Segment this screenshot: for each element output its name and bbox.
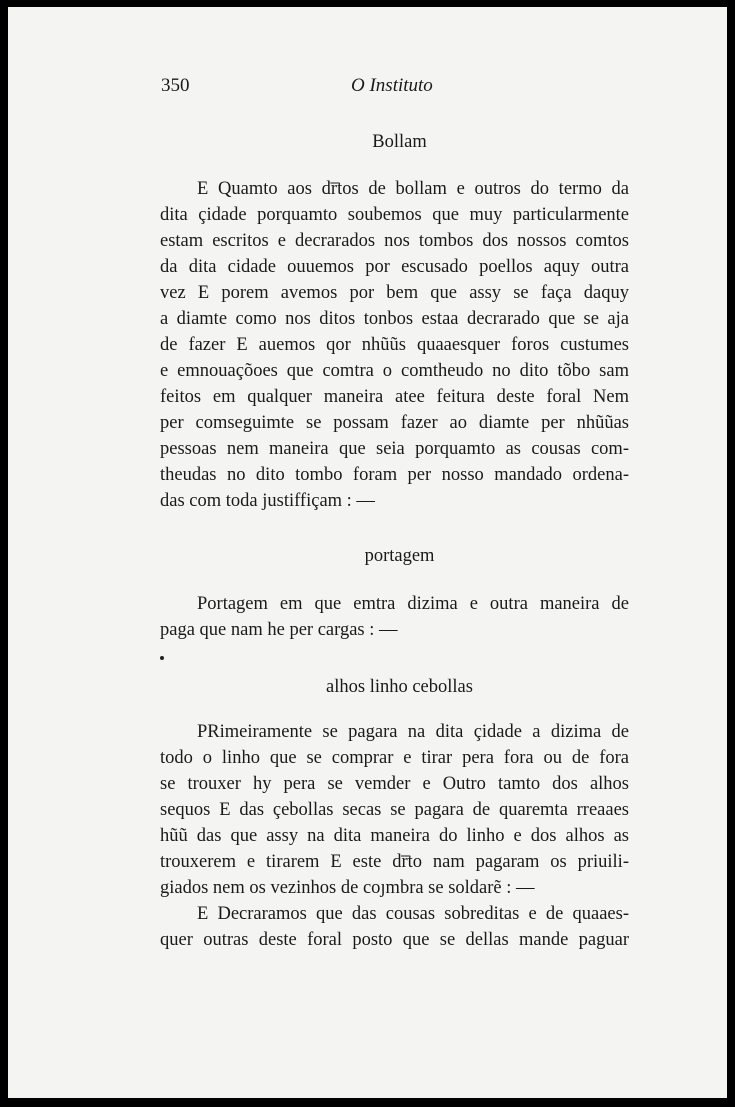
text-line: todo o linho que se comprar e tirar pera fora ou de fora — [160, 748, 629, 768]
text-line: E Quamto aos dr̅tos de bollam e outros do termo da — [197, 179, 629, 199]
text-line: dita çidade porquamto soubemos que muy particularmente — [160, 205, 629, 225]
text-line: feitos em qualquer maneira atee feitura deste foral Nem — [160, 387, 629, 407]
text-line: paga que nam he per cargas : — — [160, 620, 398, 640]
text-line: theudas no dito tombo foram per nosso mandado ordena- — [160, 465, 629, 485]
running-head: O Instituto — [351, 75, 433, 96]
text-line: trouxerem e tirarem E este dr̅to nam pagaram os priuili- — [160, 852, 629, 872]
text-line: quer outras deste foral posto que se dellas mande paguar — [160, 930, 629, 950]
text-line: sequos E das çebollas secas se pagara de quaremta rreaaes — [160, 800, 629, 820]
text-line: se trouxer hy pera se vemder e Outro tamto dos alhos — [160, 774, 629, 794]
text-line: vez E porem avemos por bem que assy se faça daquy — [160, 283, 629, 303]
print-speck — [160, 656, 164, 660]
text-line: per comseguimte se possam fazer ao diamte per nhũũas — [160, 413, 629, 433]
text-line: estam escritos e decrarados nos tombos dos nossos comtos — [160, 231, 629, 251]
text-line: de fazer E auemos qor nhũũs quaaesquer foros custumes — [160, 335, 629, 355]
section-title-bollam: Bollam — [372, 132, 427, 152]
text-line: a diamte como nos ditos tonbos estaa decrarado que se aja — [160, 309, 629, 329]
book-page — [8, 7, 727, 1098]
section-title-portagem: portagem — [364, 546, 435, 566]
text-line: da dita cidade ouuemos por escusado poellos aquy outra — [160, 257, 629, 277]
section-title-alhos-linho-cebollas: alhos linho cebollas — [326, 677, 473, 697]
page-number: 350 — [161, 75, 190, 96]
text-line: hũũ das que assy na dita maneira do linho e dos alhos as — [160, 826, 629, 846]
text-line: e emnouaçõoes que comtra o comtheudo no dito tõbo sam — [160, 361, 629, 381]
text-line: das com toda justiffiçam : — — [160, 491, 375, 511]
text-line: Portagem em que emtra dizima e outra maneira de — [197, 594, 629, 614]
text-line: E Decraramos que das cousas sobreditas e de quaaes- — [197, 904, 629, 924]
text-line: PRimeiramente se pagara na dita çidade a dizima de — [197, 722, 629, 742]
text-line: pessoas nem maneira que seia porquamto as cousas com- — [160, 439, 629, 459]
text-line: giados nem os vezinhos de coȷmbra se soldarẽ : — — [160, 878, 535, 898]
